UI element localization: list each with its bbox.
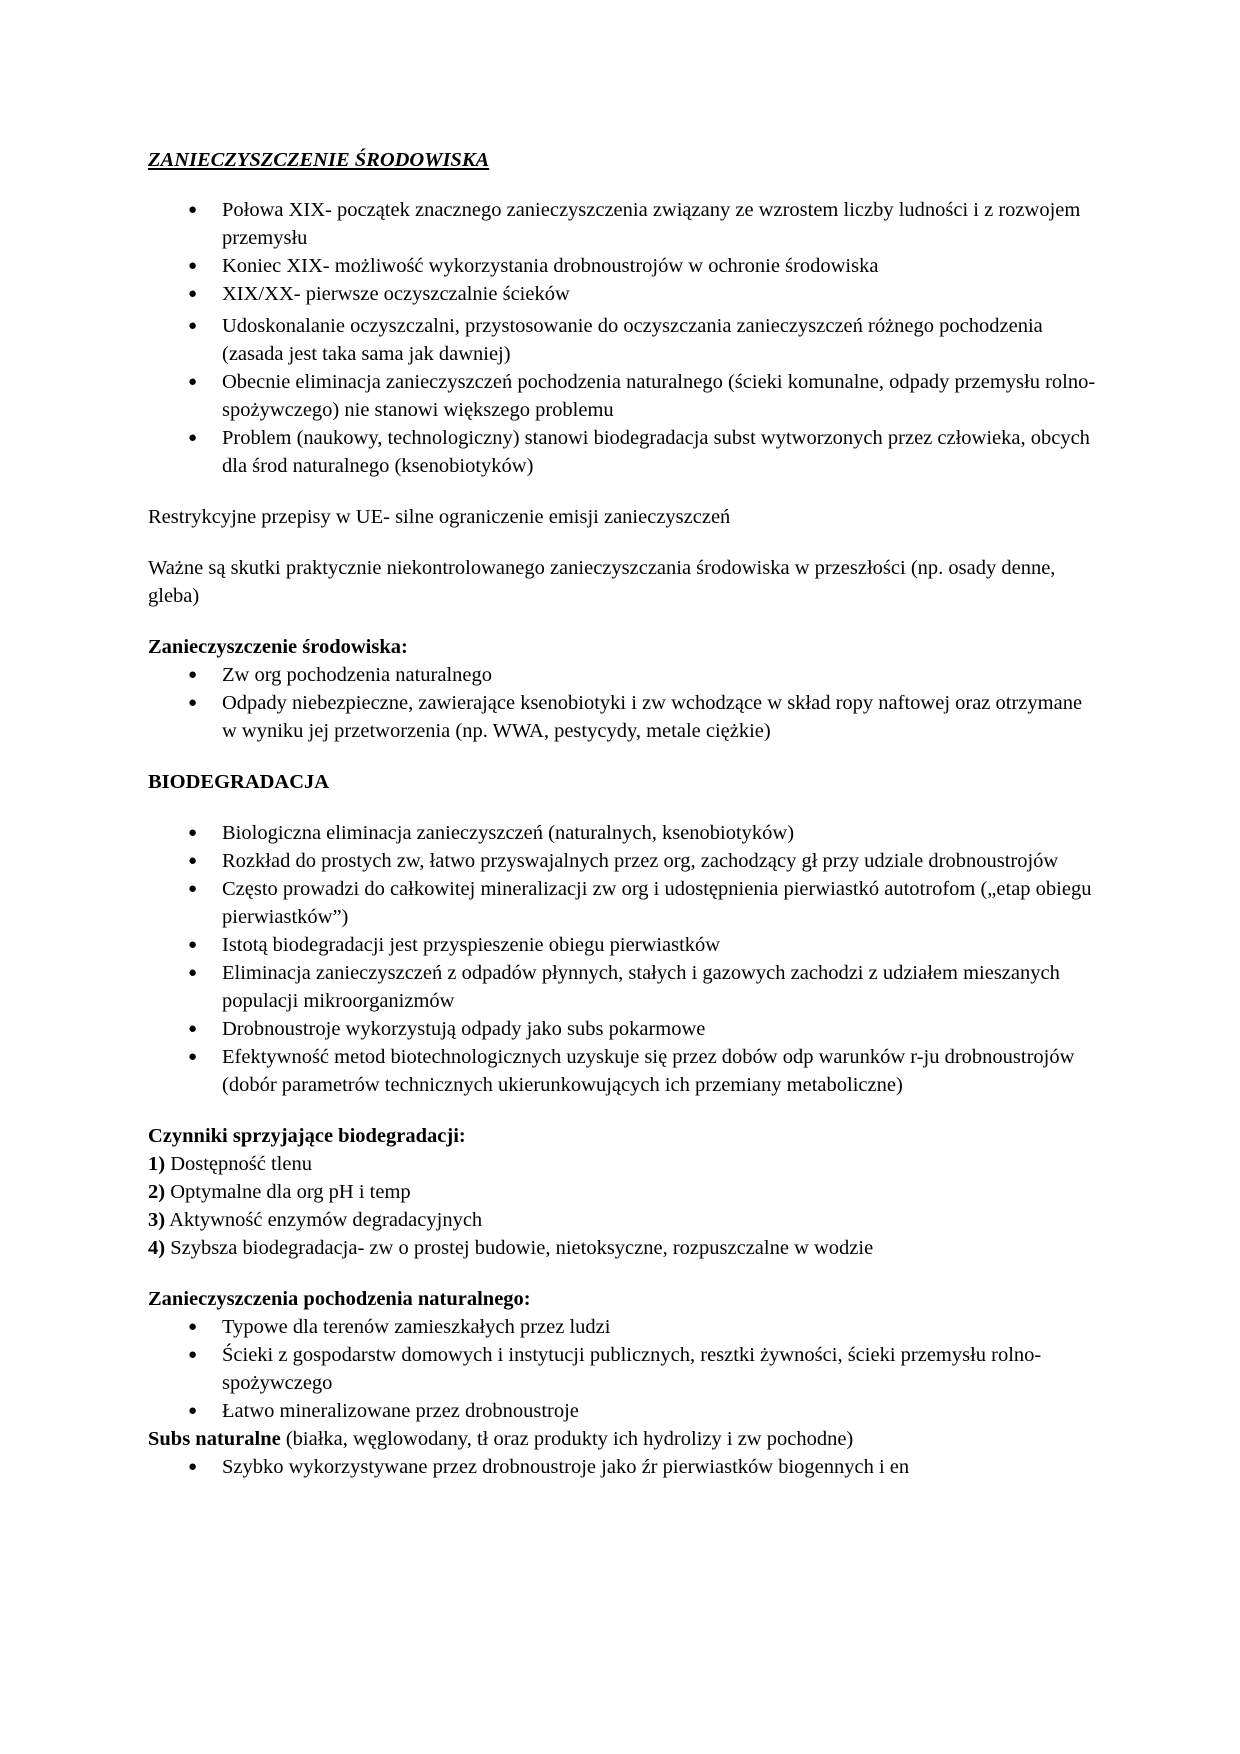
section-heading-pollution: Zanieczyszczenie środowiska:	[148, 636, 408, 658]
pollution-list	[148, 661, 1098, 745]
section-heading-factors: Czynniki sprzyjające biodegradacji:	[148, 1125, 466, 1147]
numbered-item: 3) Aktywność enzymów degradacyjnych	[148, 1209, 483, 1231]
numbered-item: 2) Optymalne dla org pH i temp	[148, 1181, 411, 1203]
list-item: ● Łatwo mineralizowane przez drobnoustroje	[148, 1397, 1098, 1425]
subs-list	[148, 1453, 1098, 1481]
document-title: ZANIECZYSZCZENIE ŚRODOWISKA	[148, 149, 490, 171]
intro-list	[148, 196, 1098, 480]
list-item: ● Obecnie eliminacja zanieczyszczeń pochodzenia naturalnego (ścieki komunalne, odpady przemysłu rolno-spożywczego) nie stanowi większego problemu	[148, 368, 1098, 424]
list-item: ● Zw org pochodzenia naturalnego	[148, 661, 1098, 689]
factors-list	[148, 1150, 1098, 1262]
list-item: ● Koniec XIX- możliwość wykorzystania drobnoustrojów w ochronie środowiska	[148, 252, 1098, 280]
list-item: ● Rozkład do prostych zw, łatwo przyswajalnych przez org, zachodzący gł przy udziale drobnoustrojów	[148, 847, 1098, 875]
list-item: ● Szybko wykorzystywane przez drobnoustroje jako źr pierwiastków biogennych i en	[148, 1453, 1098, 1481]
paragraph-eu: Restrykcyjne przepisy w UE- silne ograniczenie emisji zanieczyszczeń	[148, 506, 731, 528]
list-item: ● Istotą biodegradacji jest przyspieszenie obiegu pierwiastków	[148, 931, 1098, 959]
list-item: ● Połowa XIX- początek znacznego zanieczyszczenia związany ze wzrostem liczby ludności i z rozwojem przemysłu	[148, 196, 1098, 252]
numbered-item: 1) Dostępność tlenu	[148, 1153, 312, 1175]
section-heading-natural: Zanieczyszczenia pochodzenia naturalnego:	[148, 1288, 531, 1310]
list-item: ● XIX/XX- pierwsze oczyszczalnie ścieków	[148, 280, 1098, 308]
document-body	[148, 146, 1098, 1481]
list-item: ● Typowe dla terenów zamieszkałych przez ludzi	[148, 1313, 1098, 1341]
numbered-item: 4) Szybsza biodegradacja- zw o prostej budowie, nietoksyczne, rozpuszczalne w wodzie	[148, 1237, 874, 1259]
section-heading-biodegradation: BIODEGRADACJA	[148, 771, 330, 793]
list-item: ● Często prowadzi do całkowitej mineralizacji zw org i udostępnienia pierwiastkó autotrofom („etap obiegu pierwiastków”)	[148, 875, 1098, 931]
list-item: ● Ścieki z gospodarstw domowych i instytucji publicznych, resztki żywności, ścieki przemysłu rolno- spożywczego	[148, 1341, 1098, 1397]
list-item: ● Efektywność metod biotechnologicznych uzyskuje się przez dobów odp warunków r-ju drobnoustrojów (dobór parametrów technicznych ukierunkowujących ich przemiany metaboliczne)	[148, 1043, 1098, 1099]
list-item: ● Problem (naukowy, technologiczny) stanowi biodegradacja subst wytworzonych przez człowieka, obcych dla środ naturalnego (ksenobiotyków)	[148, 424, 1098, 480]
list-item: ● Odpady niebezpieczne, zawierające ksenobiotyki i zw wchodzące w skład ropy naftowej oraz otrzymane w wyniku jej przetworzenia (np. WWA, pestycydy, metale ciężkie)	[148, 689, 1098, 745]
paragraph-effects: Ważne są skutki praktycznie niekontrolowanego zanieczyszczania środowiska w przeszłości (np. osady denne, gleba)	[148, 557, 1056, 607]
subs-line: Subs naturalne (białka, węglowodany, tł oraz produkty ich hydrolizy i zw pochodne)	[148, 1428, 854, 1450]
list-item: ● Udoskonalanie oczyszczalni, przystosowanie do oczyszczania zanieczyszczeń różnego pochodzenia (zasada jest taka sama jak dawniej)	[148, 312, 1098, 368]
list-item: ● Biologiczna eliminacja zanieczyszczeń (naturalnych, ksenobiotyków)	[148, 819, 1098, 847]
list-item: ● Eliminacja zanieczyszczeń z odpadów płynnych, stałych i gazowych zachodzi z udziałem mieszanych populacji mikroorganizmów	[148, 959, 1098, 1015]
list-item: ● Drobnoustroje wykorzystują odpady jako subs pokarmowe	[148, 1015, 1098, 1043]
biodegradation-list	[148, 819, 1098, 1099]
natural-list	[148, 1313, 1098, 1425]
